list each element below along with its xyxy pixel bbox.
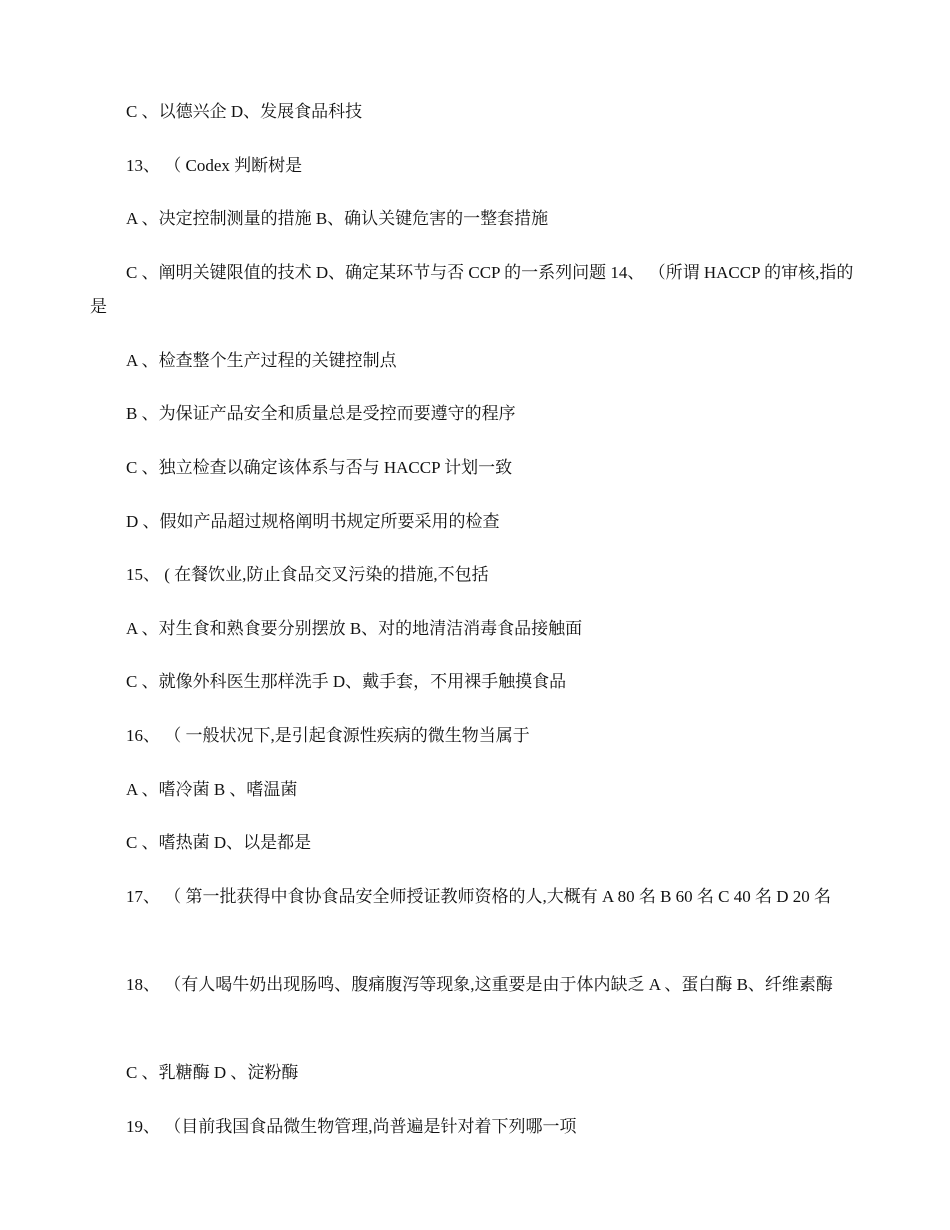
text-line: A 、决定控制测量的措施 B、确认关键危害的一整套措施 [126, 209, 549, 228]
text-line: C 、嗜热菌 D、以是都是 [126, 833, 312, 852]
text-line: C 、以德兴企 D、发展食品科技 [126, 102, 363, 121]
question-15: 15、 ( 在餐饮业,防止食品交叉污染的措施,不包括 [126, 565, 489, 584]
text-line: B 、为保证产品安全和质量总是受控而要遵守的程序 [126, 404, 516, 423]
question-13: 13、 （ Codex 判断树是 [126, 156, 303, 175]
question-14: C 、阐明关键限值的技术 D、确定某环节与否 CCP 的一系列问题 14、 （所谓 HACCP 的审核,指的是 [90, 263, 854, 316]
text-line: D 、假如产品超过规格阐明书规定所要采用的检查 [126, 512, 500, 531]
text-line: C 、就像外科医生那样洗手 D、戴手套，不用裸手触摸食品 [126, 672, 567, 691]
text-line: A 、嗜冷菌 B 、嗜温菌 [126, 780, 298, 799]
question-18: 18、 （有人喝牛奶出现肠鸣、腹痛腹泻等现象,这重要是由于体内缺乏 A 、蛋白酶 B、纤维素酶 [126, 975, 833, 994]
question-17: 17、 （ 第一批获得中食协食品安全师授证教师资格的人,大概有 A 80 名 B 60 名 C 40 名 D 20 名 [126, 887, 832, 906]
text-line: C 、独立检查以确定该体系与否与 HACCP 计划一致 [126, 458, 513, 477]
text-line: A 、检查整个生产过程的关键控制点 [126, 351, 397, 370]
question-19: 19、 （目前我国食品微生物管理,尚普遍是针对着下列哪一项 [126, 1117, 577, 1136]
text-line: A 、对生食和熟食要分别摆放 B、对的地清洁消毒食品接触面 [126, 619, 583, 638]
question-16: 16、 （ 一般状况下,是引起食源性疾病的微生物当属于 [126, 726, 530, 745]
text-line: C 、乳糖酶 D 、淀粉酶 [126, 1063, 299, 1082]
